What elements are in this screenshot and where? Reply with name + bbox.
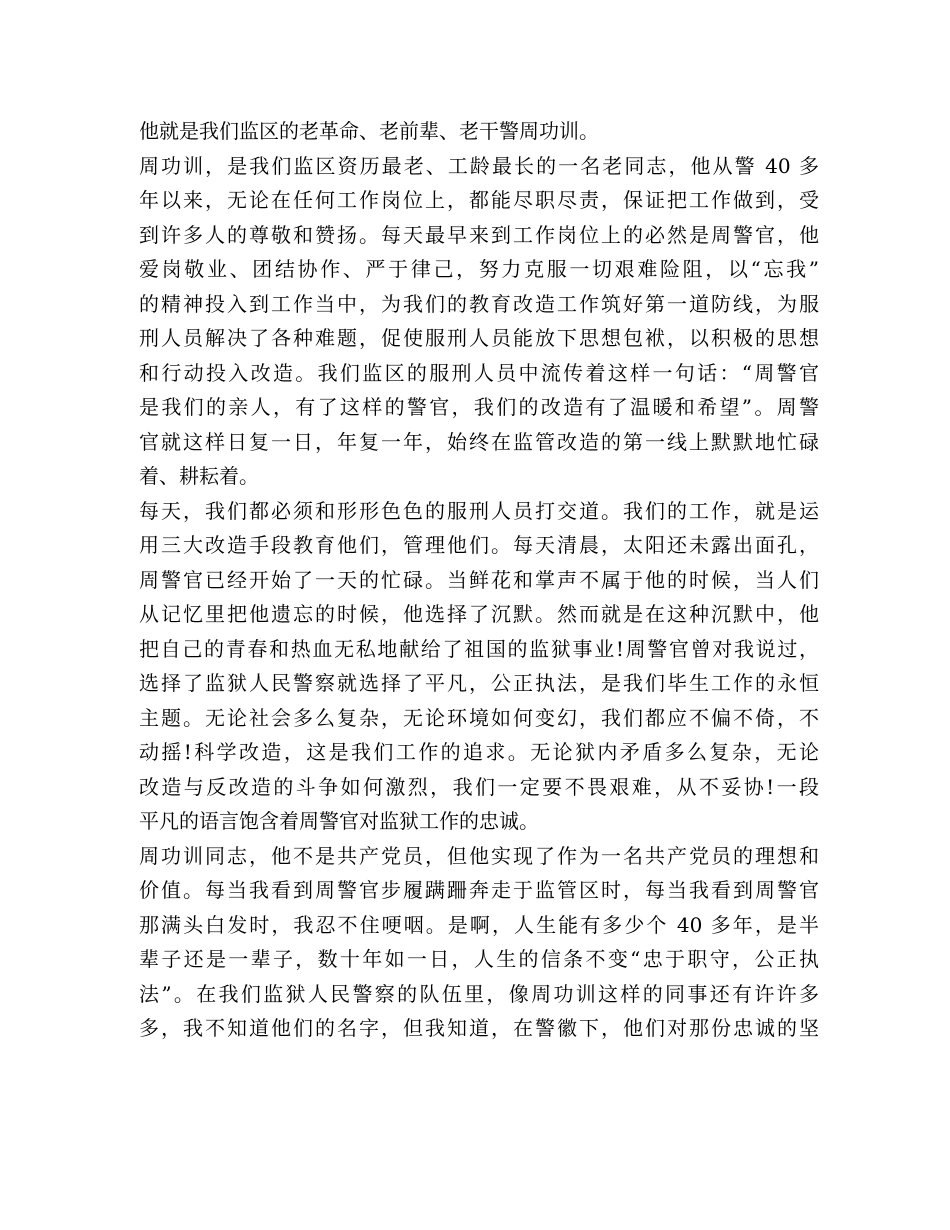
text-line: 到许多人的尊敬和赞扬。每天最早来到工作岗位上的必然是周警官，他 [139,222,819,247]
text-line: 那满头白发时，我忍不住哽咽。是啊，人生能有多少个 40 多年，是半 [139,912,819,937]
text-line: 多，我不知道他们的名字，但我知道，在警徽下，他们对那份忠诚的坚 [139,1016,819,1040]
text-line: 是我们的亲人，有了这样的警官，我们的改造有了温暖和希望”。周警 [139,395,819,419]
text-line: 他就是我们监区的老革命、老前辈、老干警周功训。 [139,119,599,143]
text-line: 用三大改造手段教育他们，管理他们。每天清晨，太阳还未露出面孔， [139,533,819,557]
text-line: 选择了监狱人民警察就选择了平凡，公正执法，是我们毕生工作的永恒 [139,671,819,695]
text-line: 每天，我们都必须和形形色色的服刑人员打交道。我们的工作，就是运 [139,498,819,523]
text-line: 动摇!科学改造，这是我们工作的追求。无论狱内矛盾多么复杂，无论 [139,740,819,764]
text-line: 辈子还是一辈子，数十年如一日，人生的信条不变“忠于职守，公正执 [139,947,819,971]
text-line: 平凡的语言饱含着周警官对监狱工作的忠诚。 [139,809,539,833]
text-line: 法”。在我们监狱人民警察的队伍里，像周功训这样的同事还有许许多 [139,981,819,1006]
text-line: 从记忆里把他遗忘的时候，他选择了沉默。然而就是在这种沉默中，他 [139,602,819,626]
text-line: 主题。无论社会多么复杂，无论环境如何变幻，我们都应不偏不倚，不 [139,705,819,730]
text-line: 把自己的青春和热血无私地献给了祖国的监狱事业!周警官曾对我说过， [139,636,819,661]
text-line: 官就这样日复一日，年复一年，始终在监管改造的第一线上默默地忙碌 [139,429,819,454]
text-line: 周警官已经开始了一天的忙碌。当鲜花和掌声不属于他的时候，当人们 [139,567,819,592]
text-line: 和行动投入改造。我们监区的服刑人员中流传着这样一句话：“周警官 [139,360,819,385]
text-line: 年以来，无论在任何工作岗位上，都能尽职尽责，保证把工作做到，受 [139,188,819,212]
text-line: 爱岗敬业、团结协作、严于律己，努力克服一切艰难险阻，以“忘我” [139,257,819,281]
text-line: 着、耕耘着。 [139,464,259,488]
text-line: 价值。每当我看到周警官步履蹒跚奔走于监管区时，每当我看到周警官 [139,878,819,902]
text-line: 刑人员解决了各种难题，促使服刑人员能放下思想包袱，以积极的思想 [139,326,819,350]
text-line: 的精神投入到工作当中，为我们的教育改造工作筑好第一道防线，为服 [139,291,819,316]
document-body [139,114,819,1046]
text-line: 改造与反改造的斗争如何激烈，我们一定要不畏艰难，从不妥协!一段 [139,774,819,799]
text-line: 周功训，是我们监区资历最老、工龄最长的一名老同志，他从警 40 多 [139,153,819,178]
text-line: 周功训同志，他不是共产党员，但他实现了作为一名共产党员的理想和 [139,843,819,868]
